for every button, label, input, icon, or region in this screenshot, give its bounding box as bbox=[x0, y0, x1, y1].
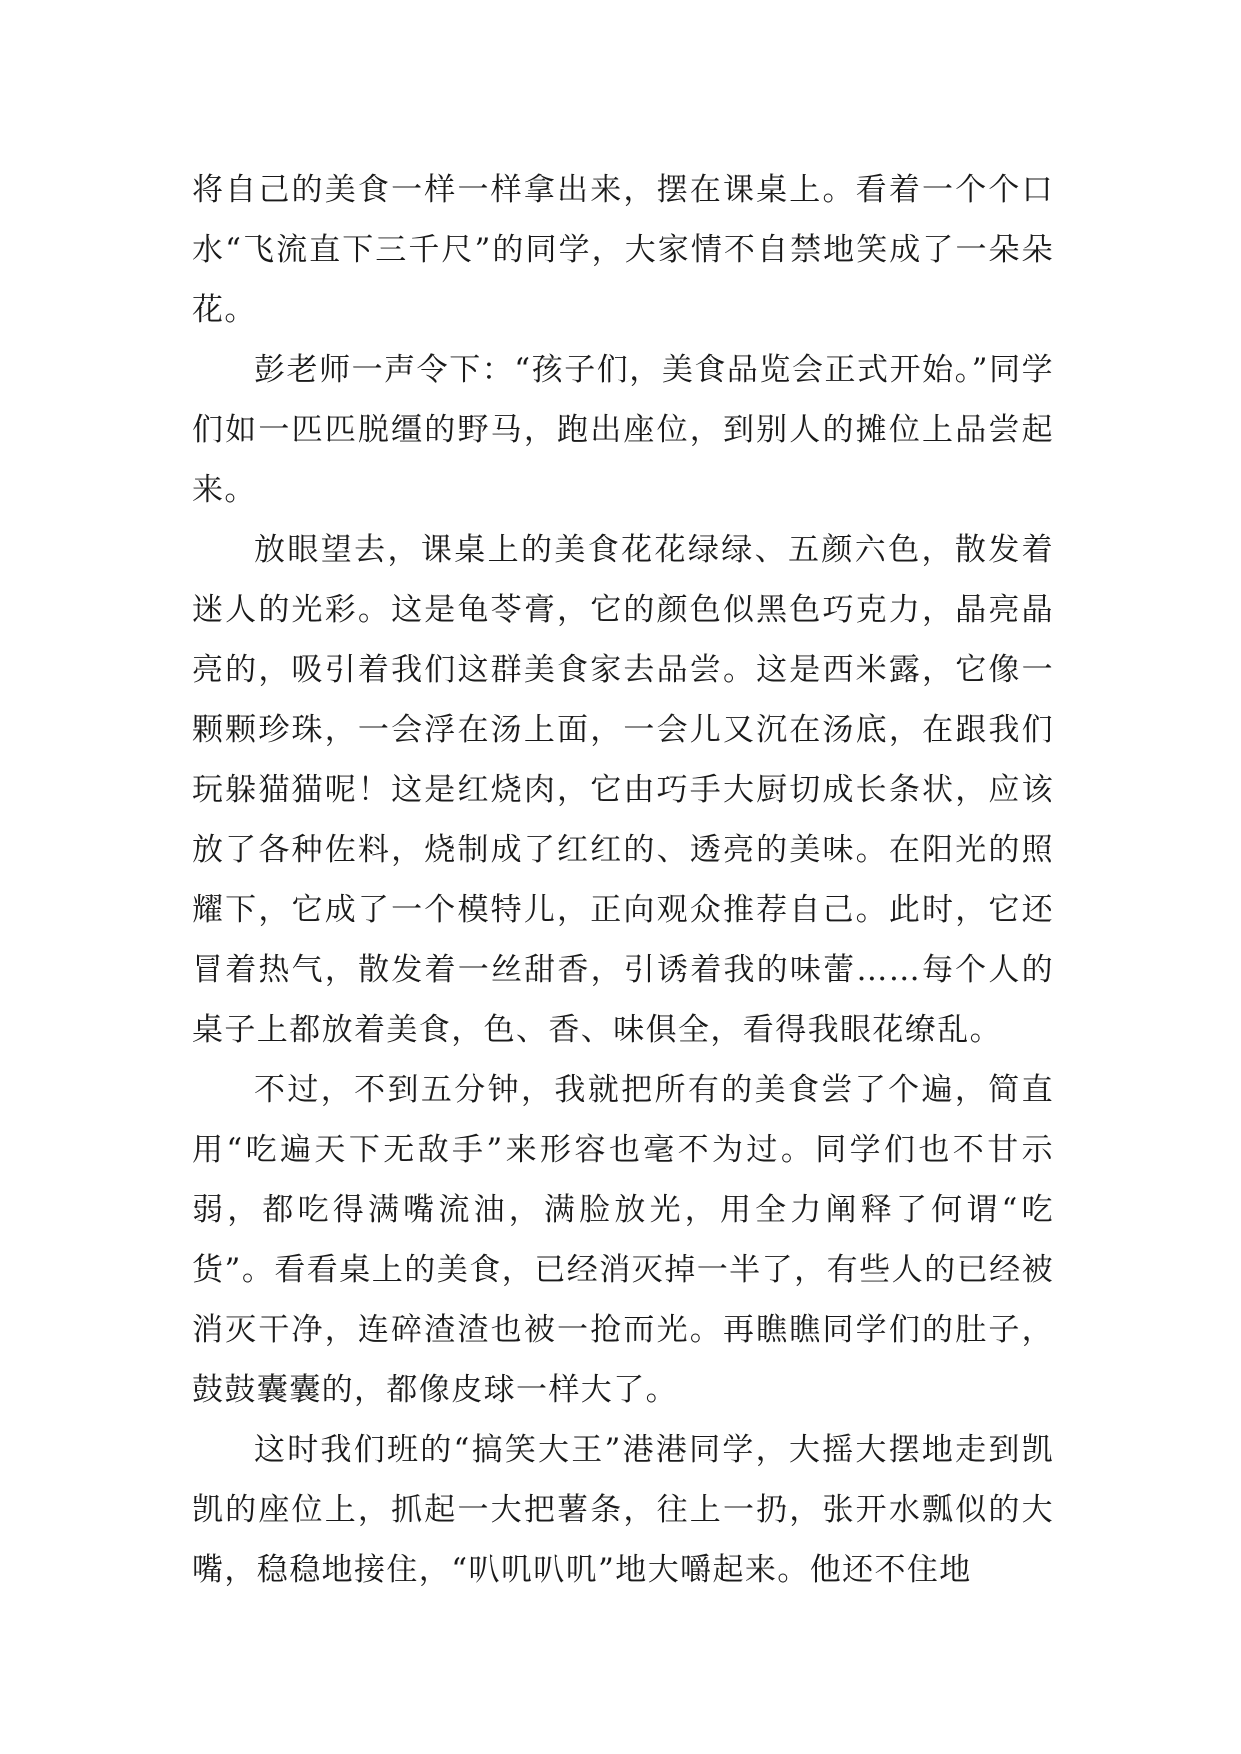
paragraph-1: 将自己的美食一样一样拿出来，摆在课桌上。看着一个个口水“飞流直下三千尺”的同学，大家情不自禁地笑成了一朵朵花。 bbox=[192, 172, 1054, 328]
paragraph-3: 放眼望去，课桌上的美食花花绿绿、五颜六色，散发着迷人的光彩。这是龟苓膏，它的颜色似黑色巧克力，晶亮晶亮的，吸引着我们这群美食家去品尝。这是西米露，它像一颗颗珍珠，一会浮在汤上面，一会儿又沉在汤底，在跟我们玩躲猫猫呢！这是红烧肉，它由巧手大厨切成长条状，应该放了各种佐料，烧制成了红红的、透亮的美味。在阳光的照耀下，它成了一个模特儿，正向观众推荐自己。此时，它还冒着热气，散发着一丝甜香，引诱着我的味蕾……每个人的桌子上都放着美食，色、香、味俱全，看得我眼花缭乱。 bbox=[192, 532, 1054, 1048]
article-body bbox=[192, 160, 1054, 1600]
paragraph-2: 彭老师一声令下：“孩子们，美食品览会正式开始。”同学们如一匹匹脱缰的野马，跑出座位，到别人的摊位上品尝起来。 bbox=[192, 352, 1054, 508]
paragraph-5: 这时我们班的“搞笑大王”港港同学，大摇大摆地走到凯凯的座位上，抓起一大把薯条，往上一扔，张开水瓢似的大嘴，稳稳地接住，“叭叽叭叽”地大嚼起来。他还不住地 bbox=[192, 1432, 1054, 1588]
paragraph-4: 不过，不到五分钟，我就把所有的美食尝了个遍，简直用“吃遍天下无敌手”来形容也毫不为过。同学们也不甘示弱，都吃得满嘴流油，满脸放光，用全力阐释了何谓“吃货”。看看桌上的美食，已经消灭掉一半了，有些人的已经被消灭干净，连碎渣渣也被一抢而光。再瞧瞧同学们的肚子，鼓鼓囊囊的，都像皮球一样大了。 bbox=[192, 1072, 1054, 1408]
